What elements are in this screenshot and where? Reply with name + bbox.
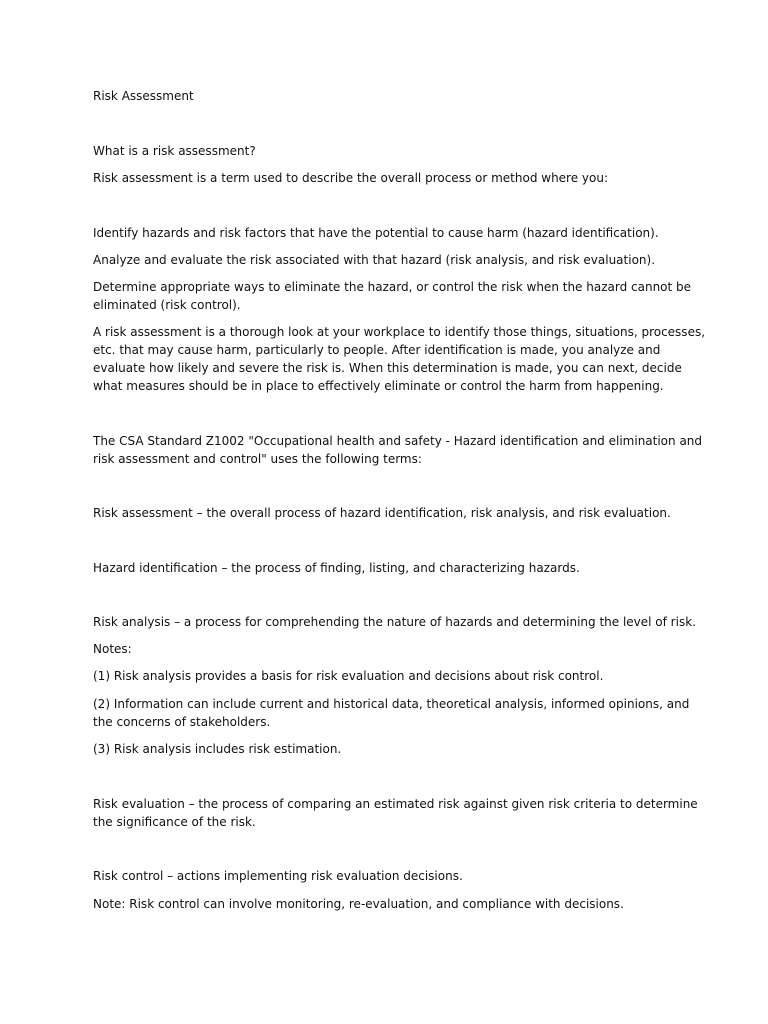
paragraph-line-4: what measures should be in place to effectively eliminate or control the harm from happening. <box>93 379 664 393</box>
paragraph-line-1: A risk assessment is a thorough look at your workplace to identify those things, situations, processes, <box>93 325 706 339</box>
document-title: Risk Assessment <box>93 89 194 103</box>
notes-label: Notes: <box>93 642 132 656</box>
risk-control-note: Note: Risk control can involve monitoring, re-evaluation, and compliance with decisions. <box>93 897 624 911</box>
definition-risk-evaluation-line-2: the significance of the risk. <box>93 815 256 829</box>
intro-text: Risk assessment is a term used to describe the overall process or method where you: <box>93 171 609 185</box>
definition-risk-analysis: Risk analysis – a process for comprehending the nature of hazards and determining the level of risk. <box>93 615 696 629</box>
note-2-line-1: (2) Information can include current and historical data, theoretical analysis, informed opinions, and <box>93 697 690 711</box>
paragraph-line-2: etc. that may cause harm, particularly to people. After identification is made, you analyze and <box>93 343 661 357</box>
definition-risk-control: Risk control – actions implementing risk evaluation decisions. <box>93 869 463 883</box>
paragraph-line-3: evaluate how likely and severe the risk is. When this determination is made, you can next, decide <box>93 361 682 375</box>
definition-risk-evaluation-line-1: Risk evaluation – the process of comparing an estimated risk against given risk criteria to determine <box>93 797 698 811</box>
standard-line-2: risk assessment and control" uses the following terms: <box>93 452 422 466</box>
definition-hazard-identification: Hazard identification – the process of finding, listing, and characterizing hazards. <box>93 561 580 575</box>
note-2-line-2: the concerns of stakeholders. <box>93 715 271 729</box>
step-determine-line-1: Determine appropriate ways to eliminate the hazard, or control the risk when the hazard cannot be <box>93 280 692 294</box>
definition-risk-assessment: Risk assessment – the overall process of hazard identification, risk analysis, and risk evaluation. <box>93 506 671 520</box>
step-identify: Identify hazards and risk factors that have the potential to cause harm (hazard identification). <box>93 226 659 240</box>
question-heading: What is a risk assessment? <box>93 144 256 158</box>
step-determine-line-2: eliminated (risk control). <box>93 298 241 312</box>
step-analyze: Analyze and evaluate the risk associated with that hazard (risk analysis, and risk evaluation). <box>93 253 656 267</box>
standard-line-1: The CSA Standard Z1002 "Occupational health and safety - Hazard identification and elimination and <box>93 434 703 448</box>
note-1: (1) Risk analysis provides a basis for risk evaluation and decisions about risk control. <box>93 669 604 683</box>
note-3: (3) Risk analysis includes risk estimation. <box>93 742 342 756</box>
